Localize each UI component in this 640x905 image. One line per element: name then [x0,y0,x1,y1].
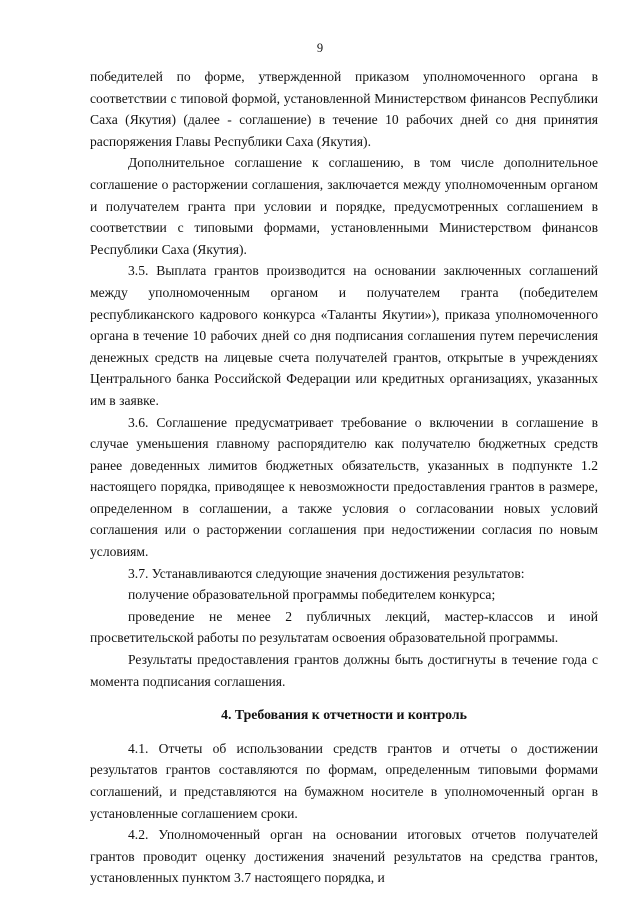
paragraph: Дополнительное соглашение к соглашению, в том числе дополнительное соглашение о расторжении соглашения, заключается между уполномоченным органом и получателем гранта при условии и порядке, предусмотренных соглашением в соответствии с типовыми формами, установленными Министерством финансов Республики Саха (Якутия). [90,155,598,257]
document-body [90,66,598,889]
section-4-paragraphs [90,738,598,889]
paragraph: получение образовательной программы победителем конкурса; [128,587,496,603]
paragraph: Результаты предоставления грантов должны быть достигнуты в течение года с момента подписания соглашения. [90,652,598,689]
paragraph: 3.5. Выплата грантов производится на основании заключенных соглашений между уполномоченным органом и получателем гранта (победителем республиканского кадрового конкурса «Таланты Якутии»), приказа уполномоченного органа в течение 10 рабочих дней со дня подписания соглашения путем перечисления денежных средств на лицевые счета получателей грантов, открытые в учреждениях Центрального банка Российской Федерации или кредитных организациях, указанных им в заявке. [90,263,598,408]
paragraph: 3.7. Устанавливаются следующие значения достижения результатов: [128,565,525,581]
page-number: 9 [316,41,324,55]
paragraph: победителей по форме, утвержденной приказом уполномоченного органа в соответствии с типовой формой, установленной Министерством финансов Республики Саха (Якутия) (далее - соглашение) в течение 10 рабочих дней со дня принятия распоряжения Главы Республики Саха (Якутия). [90,69,598,149]
section-heading: 4. Требования к отчетности и контроль [221,707,467,723]
paragraph: проведение не менее 2 публичных лекций, мастер-классов и иной просветительской работы по результатам освоения образовательной программы. [90,608,598,646]
section-3-paragraphs [90,66,598,692]
paragraph: 3.6. Соглашение предусматривает требование о включении в соглашение в случае уменьшения главному распорядителю как получателю бюджетных средств ранее доведенных лимитов бюджетных обязательств, указанных в подпункте 1.2 настоящего порядка, приводящее к невозможности предоставления грантов в размере, определенном в соглашении, а также условия о согласовании новых условий соглашения или о расторжении соглашения при недостижении согласия по новым условиям. [90,414,598,560]
paragraph: 4.1. Отчеты об использовании средств грантов и отчеты о достижении результатов грантов составляются по формам, определенным типовыми формами соглашений, и представляются на бумажном носителе в уполномоченный орган в установленные соглашением сроки. [90,740,598,821]
paragraph: 4.2. Уполномоченный орган на основании итоговых отчетов получателей грантов проводит оценку достижения значений результатов на средства грантов, установленных пунктом 3.7 настоящего порядка, и [90,827,598,886]
